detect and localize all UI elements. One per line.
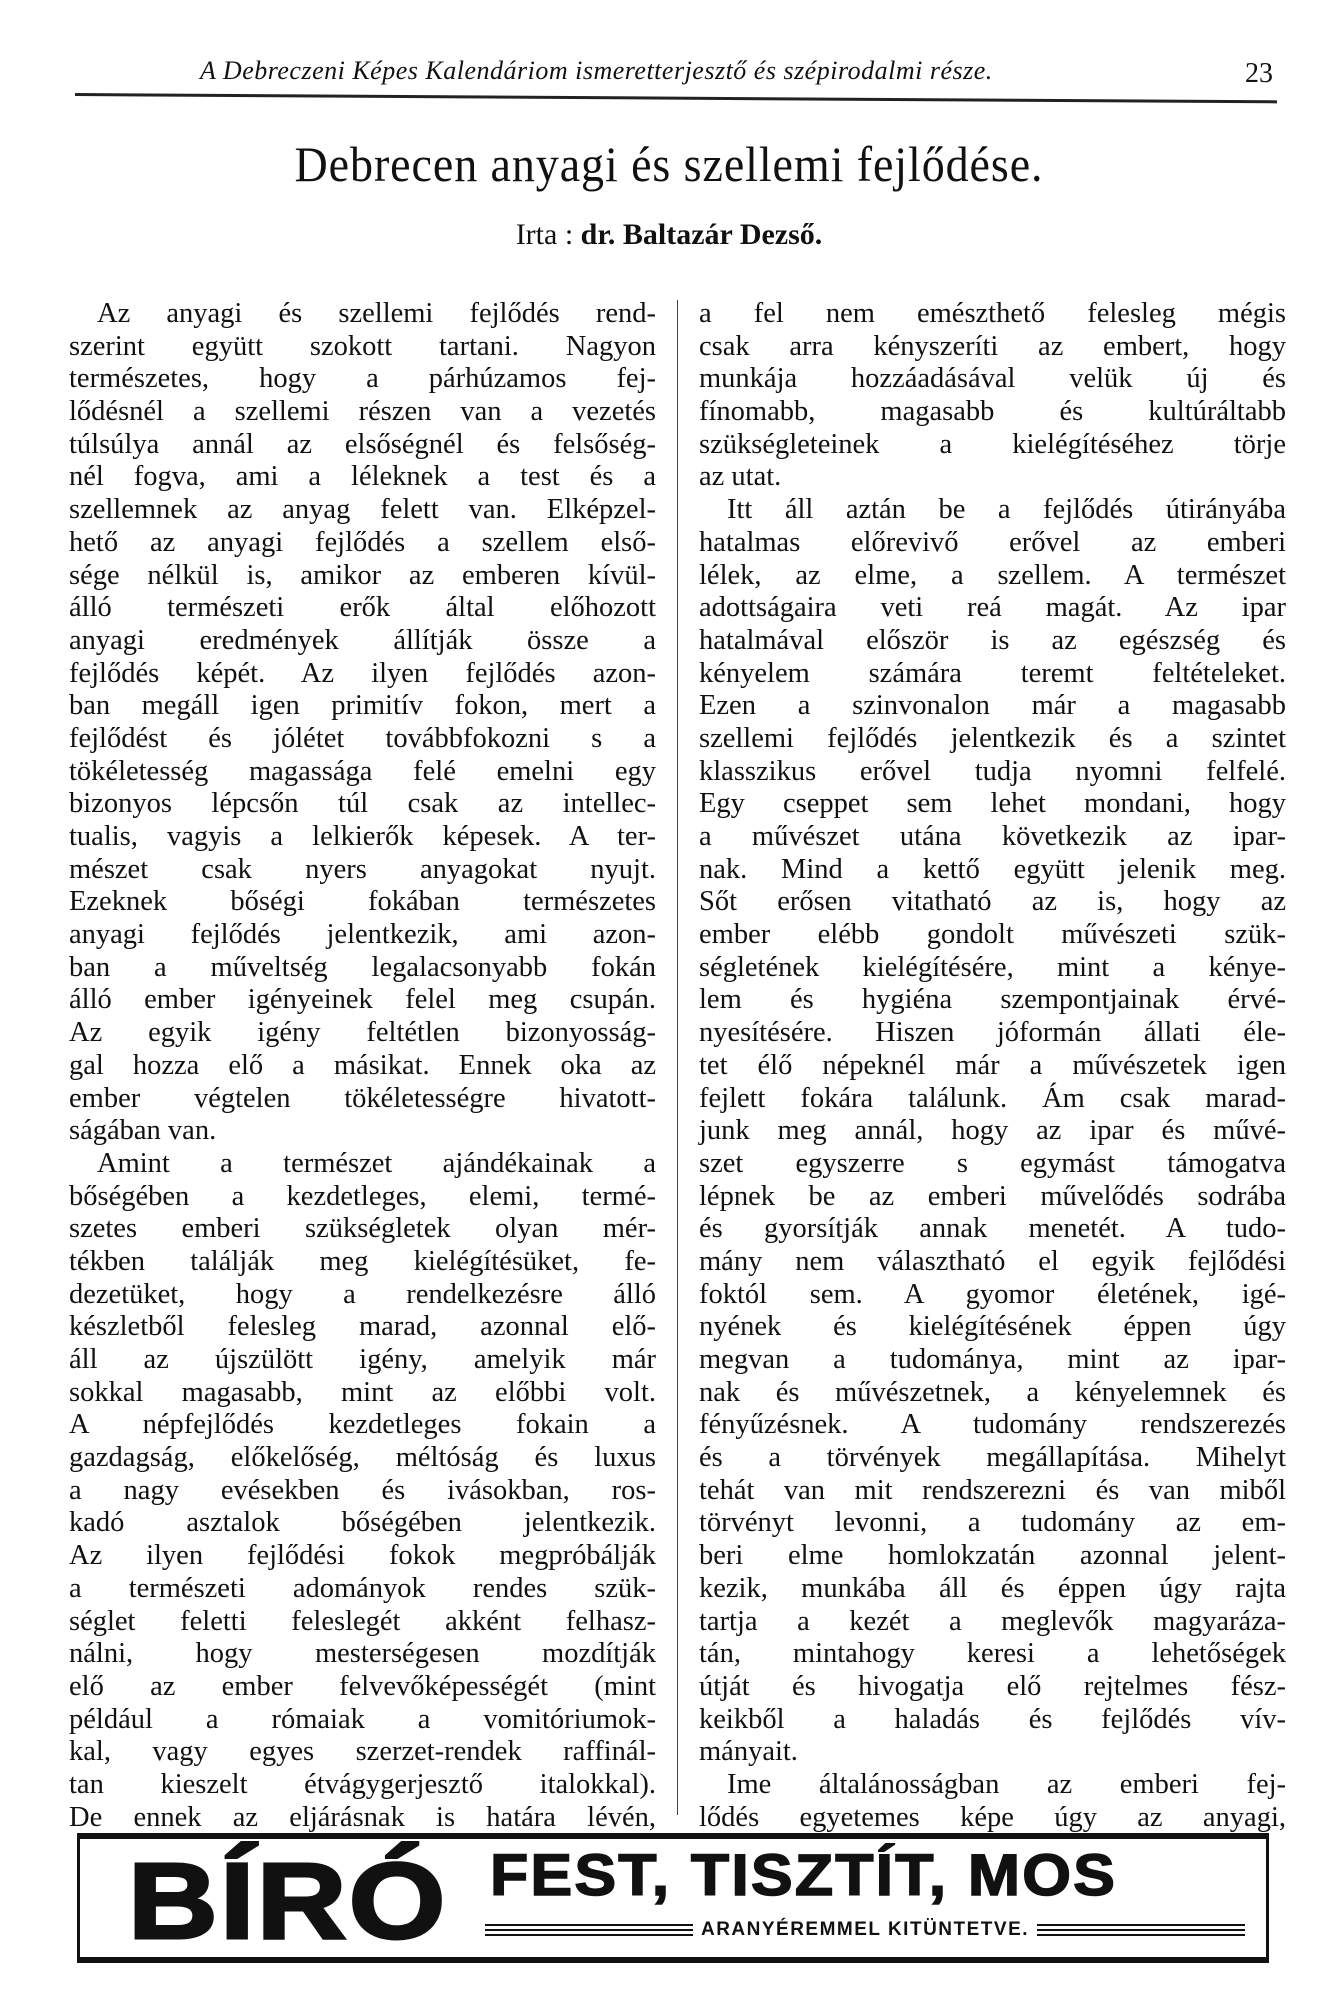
- text-line: nyének és kielégítésének éppen úgy: [699, 1311, 1286, 1343]
- text-line: séglet feletti feleslegét akként felhasz-: [69, 1605, 656, 1637]
- text-line: ságában van.: [69, 1115, 217, 1147]
- text-line: Itt áll aztán be a fejlődés útirányába: [727, 494, 1286, 526]
- text-line: munkája hozzáadásával velük új és: [699, 363, 1286, 395]
- text-line: törvényt levonni, a tudomány az em-: [699, 1507, 1286, 1539]
- text-line: szetes emberi szükségletek olyan mér-: [69, 1213, 656, 1245]
- text-line: a nagy evésekben és ivásokban, ros-: [69, 1474, 656, 1506]
- text-line: tet élő népeknél már a művészetek igen: [699, 1049, 1286, 1081]
- text-line: nél fogva, ami a léleknek a test és a: [69, 461, 656, 493]
- text-line: mészet csak nyers anyagokat nyujt.: [69, 853, 656, 885]
- text-line: klasszikus erővel tudja nyomni felfelé.: [699, 755, 1286, 787]
- text-line: Az egyik igény feltétlen bizonyosság-: [69, 1017, 656, 1049]
- text-line: dezetüket, hogy a rendelkezésre álló: [69, 1278, 656, 1310]
- text-line: tehát van mit rendszerezni és van miből: [699, 1474, 1286, 1506]
- ad-subline-text: ARANYÉREMMEL KITÜNTETVE.: [700, 1919, 1030, 1940]
- advertisement-box: [77, 1833, 1269, 1963]
- text-line: nyesítésére. Hiszen jóformán állati éle-: [699, 1017, 1286, 1049]
- text-line: Amint a természet ajándékainak a: [97, 1147, 656, 1179]
- text-line: hatalmas előrevivő erővel az emberi: [699, 526, 1286, 558]
- text-line: mányait.: [699, 1736, 798, 1768]
- text-line: tán, mintahogy keresi a lehetőségek: [699, 1638, 1286, 1670]
- right-column: [699, 298, 1286, 1834]
- text-line: junk meg annál, hogy az ipar és művé-: [699, 1115, 1286, 1147]
- text-line: bizonyos lépcsőn túl csak az intellec-: [69, 788, 656, 820]
- text-line: tékben találják meg kielégítésüket, fe-: [69, 1245, 656, 1277]
- byline-prefix: Irta :: [515, 218, 581, 251]
- text-line: tualis, vagyis a lelkierők képesek. A ter-: [69, 821, 656, 852]
- page-number: 23: [1245, 58, 1273, 89]
- text-line: fényűzésnek. A tudomány rendszerezés: [699, 1409, 1286, 1441]
- author-name: dr. Baltazár Dezső.: [580, 218, 823, 251]
- text-line: hatalmával először is az egészség és: [699, 624, 1286, 656]
- text-line: elő az ember felvevőképességét (mint: [69, 1670, 656, 1702]
- text-line: szellemnek az anyag felett van. Elképzel-: [69, 494, 656, 526]
- text-line: nak. Mind a kettő együtt jelenik meg.: [699, 853, 1286, 885]
- text-line: tartja a kezét a meglevők magyaráza-: [699, 1605, 1286, 1637]
- text-line: De ennek az eljárásnak is határa lévén,: [69, 1801, 656, 1833]
- column-divider: [677, 300, 678, 1815]
- text-line: lem és hygiéna szempontjainak érvé-: [699, 984, 1286, 1016]
- text-line: Ezen a szinvonalon már a magasabb: [699, 690, 1286, 722]
- text-line: lődés egyetemes képe úgy az anyagi,: [699, 1801, 1286, 1833]
- text-line: Ezeknek bőségi fokában természetes: [69, 886, 656, 918]
- text-line: sokkal magasabb, mint az előbbi volt.: [69, 1376, 656, 1408]
- text-line: lődésnél a szellemi részen van a vezetés: [69, 396, 656, 428]
- text-line: és gyorsítják annak menetét. A tudo-: [699, 1213, 1286, 1245]
- text-line: nálni, hogy mesterségesen mozdítják: [69, 1638, 656, 1670]
- text-line: lélek, az elme, a szellem. A természet: [699, 559, 1286, 591]
- text-line: csak arra kényszeríti az embert, hogy: [699, 330, 1286, 362]
- text-line: keikből a haladás és fejlődés vív-: [699, 1703, 1286, 1735]
- byline: [0, 218, 1338, 252]
- text-line: mány nem választható el egyik fejlődési: [699, 1245, 1286, 1277]
- text-line: Ime általánosságban az emberi fej-: [727, 1768, 1286, 1800]
- text-line: gal hozza elő a másikat. Ennek oka az: [69, 1049, 656, 1081]
- text-line: nak és művészetnek, a kényelemnek és: [699, 1376, 1286, 1408]
- text-line: áll az újszülött igény, amelyik már: [69, 1344, 656, 1375]
- text-line: fejlődést és jólétet továbbfokozni s a: [69, 722, 656, 754]
- text-line: sége nélkül is, amikor az emberen kívül-: [69, 559, 656, 591]
- decorative-stripes: [485, 1924, 693, 1936]
- text-line: a fel nem emészthető felesleg mégis: [699, 298, 1286, 329]
- decorative-stripes: [1037, 1924, 1245, 1936]
- article-title: Debrecen anyagi és szellemi fejlődése.: [294, 136, 1044, 192]
- text-line: természetes, hogy a párhúzamos fej-: [69, 363, 656, 395]
- text-line: ban a műveltség legalacsonyabb fokán: [69, 951, 656, 983]
- text-line: ségletének kielégítésére, mint a kénye-: [699, 951, 1286, 983]
- text-line: túlsúlya annál az elsőségnél és felsőség-: [69, 428, 656, 460]
- text-line: például a rómaiak a vomitóriumok-: [69, 1703, 656, 1735]
- text-line: szükségleteinek a kielégítéséhez törje: [699, 428, 1286, 460]
- text-line: szerint együtt szokott tartani. Nagyon: [69, 330, 656, 362]
- text-line: tökéletesség magassága felé emelni egy: [69, 755, 656, 787]
- text-line: készletből felesleg marad, azonnal elő-: [69, 1311, 656, 1343]
- text-line: Egy cseppet sem lehet mondani, hogy: [699, 788, 1286, 820]
- ad-subline: [485, 1919, 1245, 1941]
- text-line: anyagi fejlődés jelentkezik, ami azon-: [69, 919, 656, 951]
- text-line: ban megáll igen primitív fokon, mert a: [69, 690, 656, 722]
- text-line: tan kieszelt étvágygerjesztő italokkal).: [69, 1768, 656, 1800]
- text-line: és a törvények megállapítása. Mihelyt: [699, 1442, 1286, 1474]
- text-line: fínomabb, magasabb és kultúráltabb: [699, 396, 1286, 428]
- text-line: Sőt erősen vitatható az is, hogy az: [699, 886, 1286, 918]
- text-line: kezik, munkába áll és éppen úgy rajta: [699, 1572, 1286, 1604]
- text-line: a művészet utána következik az ipar-: [699, 821, 1286, 852]
- text-line: lépnek be az emberi művelődés sodrába: [699, 1180, 1286, 1212]
- ad-brand: BÍRÓ: [128, 1840, 448, 1961]
- text-line: álló természeti erők által előhozott: [69, 592, 656, 624]
- text-line: hető az anyagi fejlődés a szellem első-: [69, 526, 656, 558]
- header-rule: [75, 93, 1277, 103]
- text-line: kal, vagy egyes szerzet-rendek raffinál-: [69, 1736, 656, 1768]
- text-line: beri elme homlokzatán azonnal jelent-: [699, 1540, 1286, 1572]
- text-line: szet egyszerre s egymást támogatva: [699, 1147, 1286, 1179]
- text-line: kényelem számára teremt feltételeket.: [699, 657, 1286, 689]
- text-line: adottságaira veti reá magát. Az ipar: [699, 592, 1286, 624]
- text-line: a természeti adományok rendes szük-: [69, 1572, 656, 1604]
- left-column: [69, 298, 656, 1834]
- text-line: az utat.: [699, 461, 782, 493]
- text-line: fejlődés képét. Az ilyen fejlődés azon-: [69, 657, 656, 689]
- text-line: bőségében a kezdetleges, elemi, termé-: [69, 1180, 656, 1212]
- text-line: ember végtelen tökéletességre hivatott-: [69, 1082, 656, 1114]
- text-line: A népfejlődés kezdetleges fokain a: [69, 1409, 656, 1441]
- text-line: szellemi fejlődés jelentkezik és a szintet: [699, 722, 1286, 754]
- ad-slogan: FEST, TISZTÍT, MOS: [490, 1843, 1118, 1908]
- text-line: anyagi eredmények állítják össze a: [69, 624, 656, 656]
- text-line: Az anyagi és szellemi fejlődés rend-: [97, 298, 656, 329]
- text-line: foktól sem. A gyomor életének, igé-: [699, 1278, 1286, 1310]
- text-line: ember elébb gondolt művészeti szük-: [699, 919, 1286, 951]
- text-line: útját és hivogatja elő rejtelmes fész-: [699, 1670, 1286, 1702]
- text-line: Az ilyen fejlődési fokok megpróbálják: [69, 1540, 656, 1572]
- text-line: gazdagság, előkelőség, méltóság és luxus: [69, 1442, 656, 1474]
- text-line: kadó asztalok bőségében jelentkezik.: [69, 1507, 656, 1539]
- text-line: megvan a tudománya, mint az ipar-: [699, 1344, 1286, 1375]
- running-header: A Debreczeni Képes Kalendáriom ismeretterjesztő és szépirodalmi része.: [200, 56, 993, 85]
- text-line: fejlett fokára találunk. Ám csak marad-: [699, 1082, 1286, 1114]
- text-line: álló ember igényeinek felel meg csupán.: [69, 984, 656, 1016]
